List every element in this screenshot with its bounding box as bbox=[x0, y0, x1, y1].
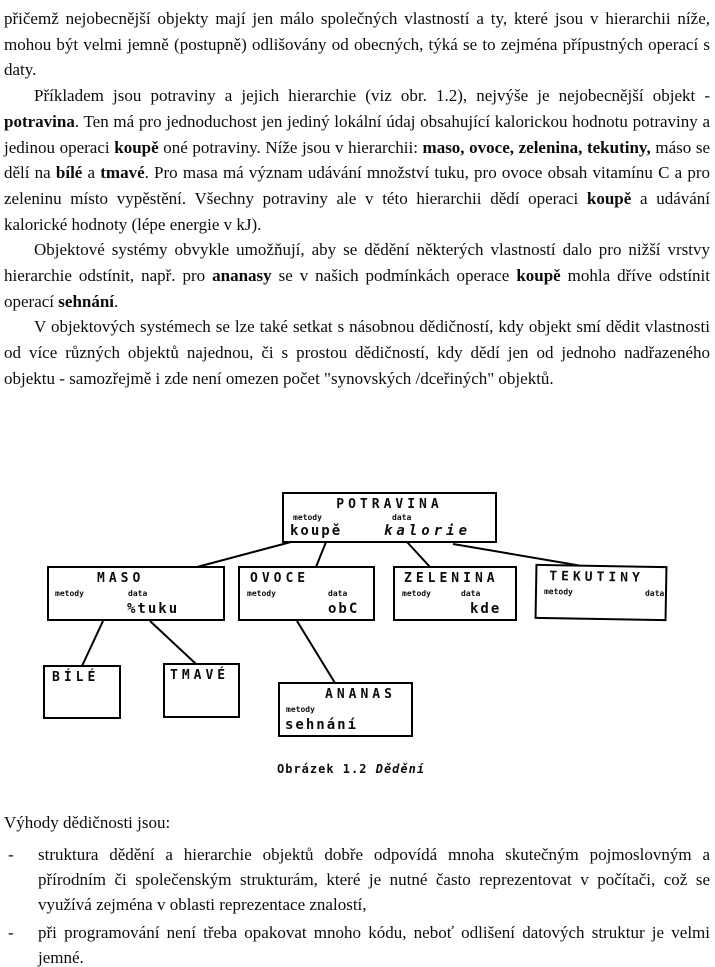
paragraph-2: Příkladem jsou potraviny a jejich hierarchie (viz obr. 1.2), nejvýše je nejobecnější objekt - potravina. Ten má pro jednoduchost jen jediný lokální údaj obsahující kalorickou hodnotu potraviny a jedinou operaci koupě oné potraviny. Níže jsou v hierarchii: maso, ovoce, zelenina, tekutiny, máso se dělí na bílé a tmavé. Pro masa má význam udávání množství tuku, pro ovoce obsah vitamínu C a pro zeleninu místo vypěstění. Všechny potraviny ale v této hierarchii dědí operaci koupě a udávání kalorické hodnoty (lépe energie v kJ). bbox=[4, 86, 711, 234]
methods-label: metody bbox=[543, 587, 573, 597]
data-label: data bbox=[128, 589, 148, 598]
data-value: %tuku bbox=[127, 601, 180, 617]
node-title: MASO bbox=[97, 571, 145, 586]
node-bile bbox=[43, 665, 121, 719]
methods-label: metody bbox=[247, 589, 276, 598]
node-ovoce bbox=[238, 566, 375, 621]
node-title: TEKUTINY bbox=[549, 569, 645, 586]
node-ananas bbox=[278, 682, 413, 737]
list-item bbox=[4, 920, 710, 967]
paragraph-3: Objektové systémy obvykle umožňují, aby se dědění některých vlastností dalo pro nižší vrstvy hierarchie odstínit, např. pro ananasy se v našich podmínkách operace koupě mohla dříve odstínit operací sehnání. bbox=[4, 240, 711, 311]
node-title: POTRAVINA bbox=[336, 497, 443, 512]
method-value: koupě bbox=[290, 523, 343, 539]
node-potravina bbox=[282, 492, 497, 543]
node-title: OVOCE bbox=[250, 571, 310, 586]
dash-bullet: - bbox=[8, 923, 14, 942]
methods-label: metody bbox=[55, 589, 84, 598]
list-item-text: při programování není třeba opakovat mnoho kódu, neboť odlišení datových struktur je velmi jemné. bbox=[38, 923, 710, 967]
data-value: kalorie bbox=[384, 523, 472, 539]
node-title: BÍLÉ bbox=[52, 670, 100, 685]
node-tekutiny bbox=[535, 564, 668, 621]
node-title: ZELENINA bbox=[404, 571, 499, 586]
data-label: data bbox=[461, 589, 481, 598]
data-label: data bbox=[644, 588, 665, 599]
methods-label: metody bbox=[286, 705, 315, 714]
methods-label: metody bbox=[293, 513, 322, 522]
dash-bullet: - bbox=[8, 845, 14, 864]
node-zelenina bbox=[393, 566, 517, 621]
data-value: obC bbox=[328, 601, 360, 617]
paragraph-4: V objektových systémech se lze také setkat s násobnou dědičností, kdy objekt smí dědit vlastnosti od více různých objektů najednou, či s prostou dědičností, kdy dědí jen od jednoho nadřazeného objektu - samozřejmě i zde není omezen počet "synovských /dceřiných" objektů. bbox=[4, 317, 710, 388]
data-label: data bbox=[328, 589, 348, 598]
advantages-section bbox=[4, 810, 710, 967]
main-text bbox=[4, 6, 710, 392]
node-title: ANANAS bbox=[325, 687, 396, 702]
data-value: kde bbox=[470, 601, 502, 617]
list-item-text: struktura dědění a hierarchie objektů dobře odpovídá mnoha skutečným pojmoslovným a přírodním či společenským strukturám, které je nutné často reprezentovat v počítači, což se využívá zejména v oblasti reprezentace znalostí, bbox=[38, 845, 710, 914]
paragraph-1: přičemž nejobecnější objekty mají jen málo společných vlastností a ty, které jsou v hierarchii níže, mohou být velmi jemně (postupně) odlišovány od obecných, týká se to zejména přípustných operací s daty. bbox=[4, 9, 710, 80]
figure-caption bbox=[277, 762, 425, 776]
node-title: TMAVÉ bbox=[170, 668, 230, 683]
node-tmave bbox=[163, 663, 240, 718]
method-value: sehnání bbox=[285, 717, 359, 733]
data-label: data bbox=[392, 513, 412, 522]
list-item bbox=[4, 842, 710, 917]
methods-label: metody bbox=[402, 589, 431, 598]
advantages-heading: Výhody dědičnosti jsou: bbox=[4, 813, 171, 832]
figure-caption-number: Obrázek 1.2 bbox=[277, 762, 368, 776]
figure-caption-title: Dědění bbox=[375, 762, 426, 776]
node-maso bbox=[47, 566, 225, 621]
